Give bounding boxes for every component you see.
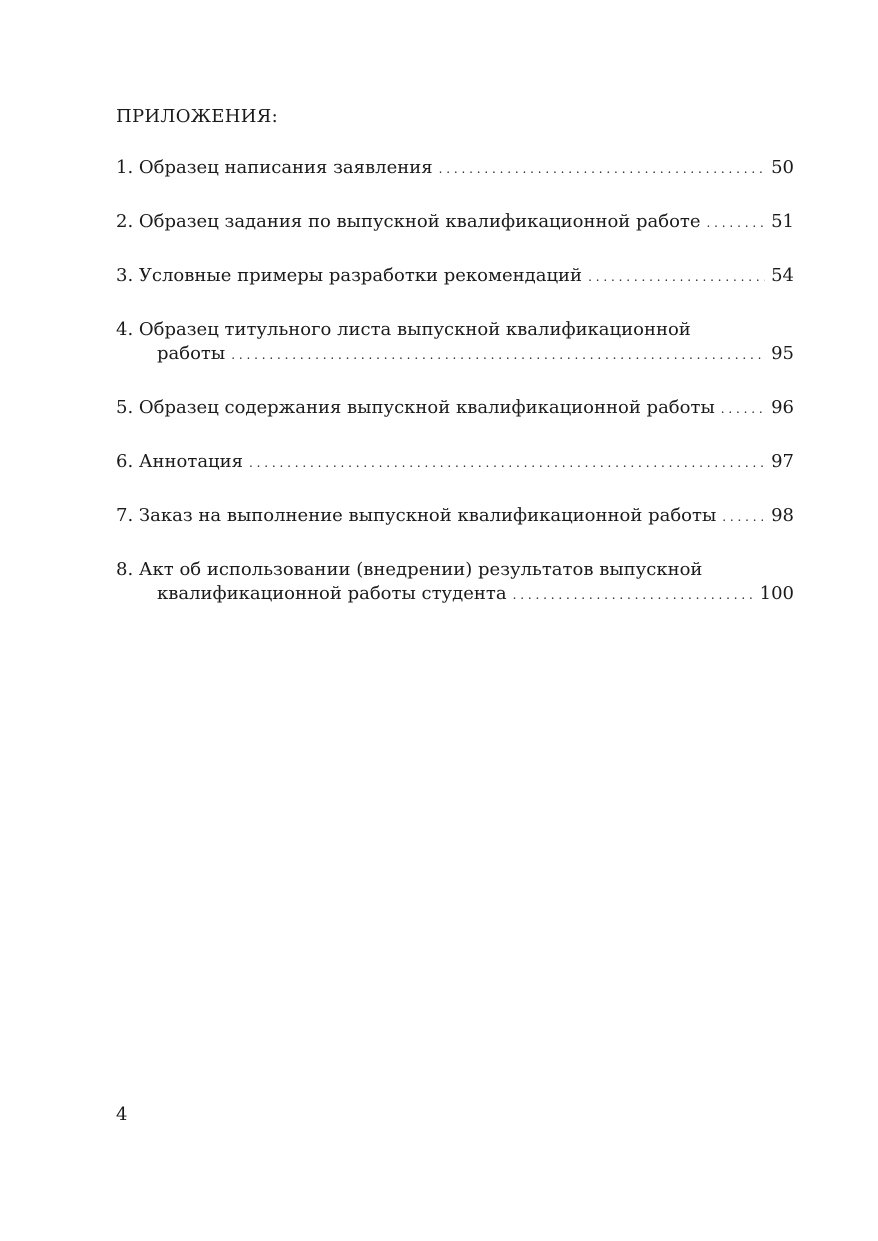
toc-entry-line xyxy=(116,156,794,181)
toc-entry-line xyxy=(116,504,794,529)
toc-entry-4 xyxy=(116,318,794,367)
dot-leader xyxy=(588,264,765,289)
toc-entry-page: 96 xyxy=(771,397,794,418)
dot-leader xyxy=(231,342,765,367)
toc-entry-title: 5. Образец содержания выпускной квалификационной работы xyxy=(116,397,715,418)
toc-entry-7 xyxy=(116,504,794,529)
toc-entry-line xyxy=(116,342,794,367)
toc-entry-6 xyxy=(116,450,794,475)
toc-entry-line xyxy=(116,582,794,607)
toc-entry-line xyxy=(116,450,794,475)
dot-leader xyxy=(513,582,754,607)
dot-leader xyxy=(439,156,766,181)
toc-entry-page: 95 xyxy=(771,343,794,364)
toc-entry-title-continuation: квалификационной работы студента xyxy=(157,583,507,604)
toc-entry-1 xyxy=(116,156,794,181)
toc-entry-3 xyxy=(116,264,794,289)
toc-entry-title: 2. Образец задания по выпускной квалификационной работе xyxy=(116,211,701,232)
toc-entry-5 xyxy=(116,396,794,421)
toc-entry-page: 54 xyxy=(771,265,794,286)
dot-leader xyxy=(721,396,765,421)
toc-entry-title-first-line: 4. Образец титульного листа выпускной квалификационной xyxy=(116,319,691,340)
page-number: 4 xyxy=(116,1104,128,1125)
toc-entry-title: 1. Образец написания заявления xyxy=(116,157,433,178)
toc-entry-page: 50 xyxy=(771,157,794,178)
toc-entry-title: 7. Заказ на выполнение выпускной квалификационной работы xyxy=(116,505,717,526)
toc-entry-page: 51 xyxy=(771,211,794,232)
dot-leader xyxy=(707,210,766,235)
toc-entry-line xyxy=(116,210,794,235)
dot-leader xyxy=(249,450,765,475)
toc-entry-8 xyxy=(116,558,794,607)
toc-entry-page: 98 xyxy=(771,505,794,526)
toc-entry-page: 100 xyxy=(759,583,794,604)
toc-entry-2 xyxy=(116,210,794,235)
toc-entry-title-first-line: 8. Акт об использовании (внедрении) результатов выпускной xyxy=(116,559,703,580)
toc-entry-line xyxy=(116,264,794,289)
dot-leader xyxy=(722,504,765,529)
toc-entry-page: 97 xyxy=(771,451,794,472)
toc-entry-title: 6. Аннотация xyxy=(116,451,243,472)
table-of-contents xyxy=(116,156,794,607)
toc-entry-line xyxy=(116,396,794,421)
toc-entry-title: 3. Условные примеры разработки рекомендаций xyxy=(116,265,583,286)
toc-entry-title-continuation: работы xyxy=(157,343,226,364)
appendices-heading: ПРИЛОЖЕНИЯ: xyxy=(116,106,278,127)
